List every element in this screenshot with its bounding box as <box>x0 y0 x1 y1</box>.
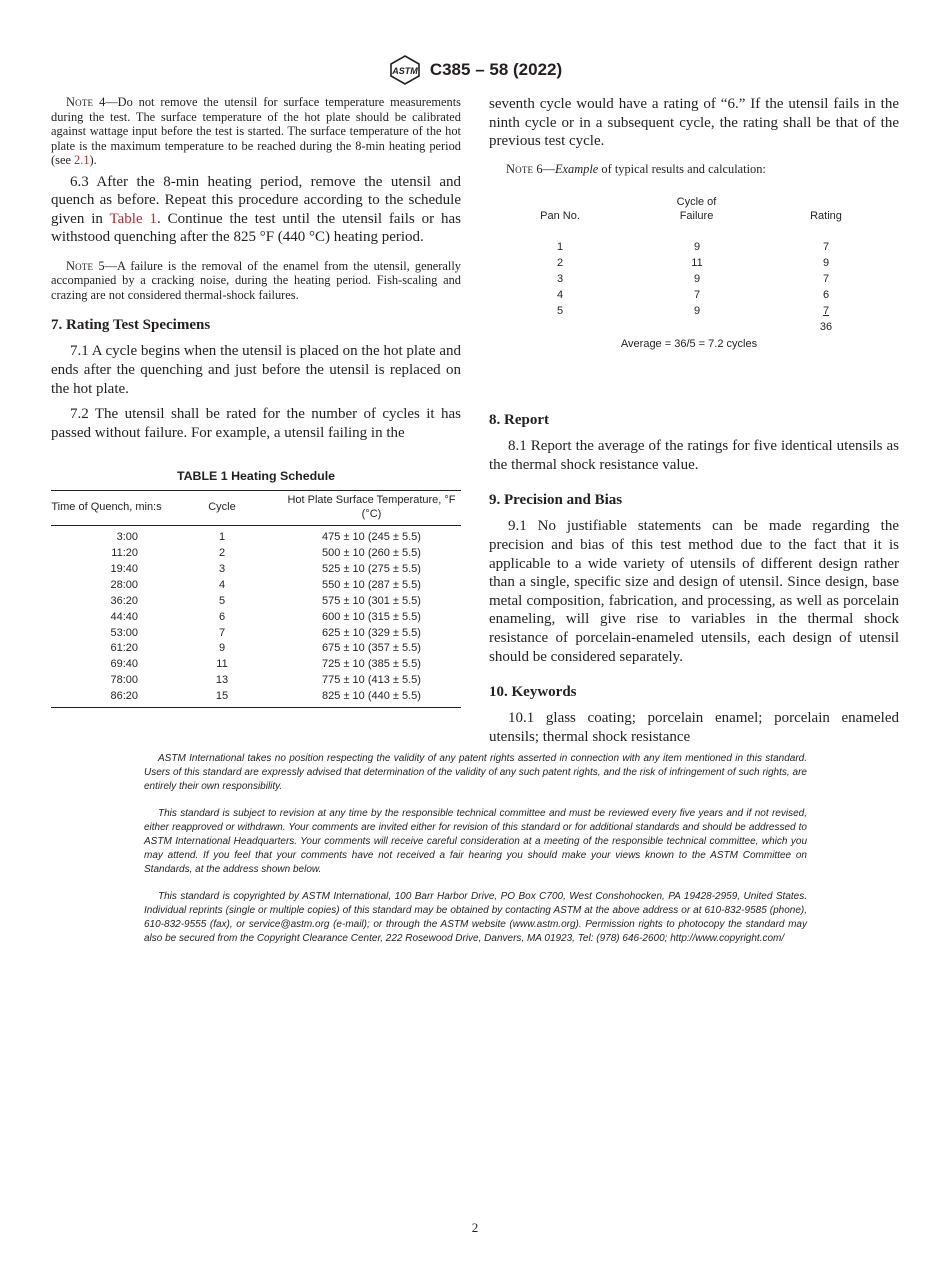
right-column <box>489 95 899 746</box>
temperature-cell: 575 ± 10 (301 ± 5.5) <box>322 594 421 607</box>
cycle-cell: 4 <box>218 578 226 591</box>
temperature-cell: 550 ± 10 (287 ± 5.5) <box>322 578 421 591</box>
table-row <box>51 673 461 689</box>
rating-total: 36 <box>819 321 833 334</box>
standard-designation: C385 – 58 (2022) <box>429 60 563 79</box>
table-row <box>51 626 461 642</box>
cycle-cell: 15 <box>162 689 282 707</box>
section-7-heading: 7. Rating Test Specimens <box>51 317 211 334</box>
failure-cell: 9 <box>693 241 701 254</box>
example-results-table <box>489 194 889 352</box>
paragraph-10-1: 10.1 glass coating; porcelain enamel; porcelain enameled utensils; thermal shock resistance <box>489 710 899 745</box>
time-cell: 28:00 <box>110 578 138 591</box>
table-row <box>51 546 461 562</box>
time-cell: 78:00 <box>110 674 138 687</box>
temperature-cell: 500 ± 10 (260 ± 5.5) <box>322 546 421 559</box>
table-row <box>51 594 461 610</box>
col-header-failure-text: Cycle of Failure <box>676 196 717 223</box>
temperature-cell: 475 ± 10 (245 ± 5.5) <box>322 531 421 544</box>
ref-2-1-link[interactable]: 2.1 <box>74 153 90 167</box>
time-cell: 11:20 <box>111 546 138 559</box>
cycle-cell: 13 <box>215 674 229 687</box>
temperature-cell: 600 ± 10 (315 ± 5.5) <box>322 610 421 623</box>
table-row <box>489 303 889 319</box>
rating-cell: 6 <box>822 289 830 302</box>
table-row <box>51 689 461 707</box>
table-row <box>51 578 461 594</box>
cycle-cell: 7 <box>218 626 226 639</box>
col-header-cycle: Cycle <box>162 491 282 526</box>
paragraph-8-1: 8.1 Report the average of the ratings for five identical utensils as the thermal shock resistance value. <box>489 438 899 473</box>
section-10-heading: 10. Keywords <box>489 684 577 701</box>
col-header-time: Time of Quench, min:s <box>51 491 162 526</box>
time-cell: 19:40 <box>110 562 138 575</box>
paragraph-9-1: 9.1 No justifiable statements can be made regarding the precision and bias of this test method due to the fact that it is applicable to a wide variety of utensils of different design rather than a single, specific size and design of utensil. Since design, base metal composition, fabrication, and processing, as well as porcelain enameling, will give rise to variables in the thermal shock resistance of porcelain-enameled utensils, each design of utensil should be considered separately. <box>489 518 899 665</box>
time-cell: 53:00 <box>110 626 138 639</box>
paragraph-6-3-text-a: 6.3 After the 8-min heating period, remove the utensil and quench as before. Repeat this procedure according to the schedule given in <box>51 173 461 227</box>
section-9-heading: 9. Precision and Bias <box>489 492 623 509</box>
temperature-cell: 775 ± 10 (413 ± 5.5) <box>322 674 421 687</box>
pan-cell: 1 <box>556 241 564 254</box>
time-cell: 61:20 <box>110 642 138 655</box>
table-row <box>51 641 461 657</box>
note-6-text: of typical results and calculation: <box>598 161 766 176</box>
note-5 <box>51 259 461 303</box>
cycle-cell: 11 <box>216 658 228 671</box>
pan-cell: 2 <box>556 257 564 270</box>
cycle-cell: 2 <box>218 546 226 559</box>
cycle-cell: 9 <box>218 642 226 655</box>
legal-footer <box>144 752 807 960</box>
failure-cell: 11 <box>691 257 703 270</box>
astm-logo-icon <box>388 55 422 85</box>
time-cell: 3:00 <box>116 531 138 544</box>
footer-revision-notice: This standard is subject to revision at any time by the responsible technical committee and must be reviewed every five years and if not revised, either reapproved or withdrawn. Your comments are invited either for revision of this standard or for additional standards and should be addressed to ASTM International Headquarters. Your comments will receive careful consideration at a meeting of the responsible technical committee, which you may attend. If you feel that your comments have not received a fair hearing you should make your views known to the ASTM Committee on Standards, at the address shown below. <box>144 808 807 875</box>
failure-cell: 9 <box>693 273 701 286</box>
failure-cell: 7 <box>693 289 701 302</box>
footer-patent-notice: ASTM International takes no position respecting the validity of any patent rights asserted in connection with any item mentioned in this standard. Users of this standard are expressly advised that determination of the validity of any such patent rights, and the risk of infringement of such rights, are entirely their own responsibility. <box>144 753 807 792</box>
table-row <box>489 271 889 287</box>
temperature-cell: 825 ± 10 (440 ± 5.5) <box>282 689 461 707</box>
temperature-cell: 675 ± 10 (357 ± 5.5) <box>322 642 421 655</box>
table-row <box>51 657 461 673</box>
cycle-cell: 1 <box>218 531 226 544</box>
paragraph-6-3-text-b: . Continue the test until the utensil fails or has withstood quenching after the 825 °F (440 °C) heating period. <box>51 210 461 246</box>
logo-text: ASTM <box>392 66 418 76</box>
rating-average: Average = 36/5 = 7.2 cycles <box>620 338 758 351</box>
note-4-text: 4—Do not remove the utensil for surface temperature measurements during the test. The surface temperature of the hot plate should be calibrated against wattage input before the test is started. The surface temperature of the hot plate is the maximum temperature to be reached during the 8-min heating period (see <box>51 95 461 167</box>
table-row <box>489 287 889 303</box>
table-row <box>51 610 461 626</box>
paragraph-7-2-continued: seventh cycle would have a rating of “6.” If the utensil fails in the ninth cycle or in a subsequent cycle, the rating shall be that of the previous test cycle. <box>489 96 899 150</box>
cycle-cell: 5 <box>218 594 226 607</box>
time-cell: 36:20 <box>110 594 138 607</box>
cycle-cell: 6 <box>218 610 226 623</box>
temperature-cell: 725 ± 10 (385 ± 5.5) <box>322 658 421 671</box>
note-4 <box>51 95 461 168</box>
time-cell: 44:40 <box>110 610 138 623</box>
rating-cell: 7 <box>822 273 830 286</box>
paragraph-6-3 <box>51 173 461 247</box>
heating-schedule-table <box>51 467 461 708</box>
page-number: 2 <box>471 1220 479 1235</box>
page-header <box>0 55 950 85</box>
time-cell: 86:20 <box>51 689 162 707</box>
note-6-example: Example <box>554 161 599 176</box>
pan-cell: 4 <box>556 289 564 302</box>
note-6 <box>489 162 899 177</box>
col-header-temperature: Hot Plate Surface Temperature, °F (°C) <box>282 491 461 526</box>
col-header-failure <box>631 194 763 239</box>
note-6-label: Note <box>506 161 534 176</box>
paragraph-7-2: 7.2 The utensil shall be rated for the number of cycles it has passed without failure. For example, a utensil failing in the <box>51 406 461 441</box>
note-6-prefix: 6— <box>536 161 555 176</box>
left-column <box>51 95 461 708</box>
paragraph-7-1: 7.1 A cycle begins when the utensil is placed on the hot plate and ends after the quenching and just before the utensil is replaced on the hot plate. <box>51 343 461 397</box>
note-5-text: 5—A failure is the removal of the enamel from the utensil, generally accompanied by a cracking noise, during the heating period. Fish-scaling and crazing are not considered thermal-shock failures. <box>51 258 461 302</box>
pan-cell: 3 <box>556 273 564 286</box>
table-row <box>51 526 461 546</box>
failure-cell: 9 <box>693 305 701 318</box>
table-row <box>51 562 461 578</box>
section-8-heading: 8. Report <box>489 412 549 429</box>
note-4-label: Note <box>66 95 94 109</box>
note-4-end: ). <box>89 153 97 167</box>
table-row <box>489 255 889 271</box>
table-1-caption: TABLE 1 Heating Schedule <box>176 469 336 484</box>
rating-cell: 7 <box>822 241 830 254</box>
col-header-rating: Rating <box>810 210 842 223</box>
temperature-cell: 625 ± 10 (329 ± 5.5) <box>322 626 421 639</box>
table-row <box>489 239 889 255</box>
footer-copyright-notice: This standard is copyrighted by ASTM International, 100 Barr Harbor Drive, PO Box C700, West Conshohocken, PA 19428-2959, United States. Individual reprints (single or multiple copies) of this standard may be obtained by contacting ASTM at the above address or at 610-832-9585 (phone), 610-832-9555 (fax), or service@astm.org (e-mail); or through the ASTM website (www.astm.org). Permission rights to photocopy the standard may also be secured from the Copyright Clearance Center, 222 Rosewood Drive, Danvers, MA 01923, Tel: (978) 646-2600; http://www.copyright.com/ <box>144 891 807 944</box>
time-cell: 69:40 <box>110 658 138 671</box>
col-header-pan: Pan No. <box>540 210 580 223</box>
table-1-link[interactable]: Table 1 <box>109 210 157 227</box>
pan-cell: 5 <box>556 305 564 318</box>
rating-cell: 9 <box>822 257 830 270</box>
note-5-label: Note <box>66 258 94 273</box>
temperature-cell: 525 ± 10 (275 ± 5.5) <box>322 562 421 575</box>
rating-cell: 7 <box>822 305 830 318</box>
cycle-cell: 3 <box>218 562 226 575</box>
